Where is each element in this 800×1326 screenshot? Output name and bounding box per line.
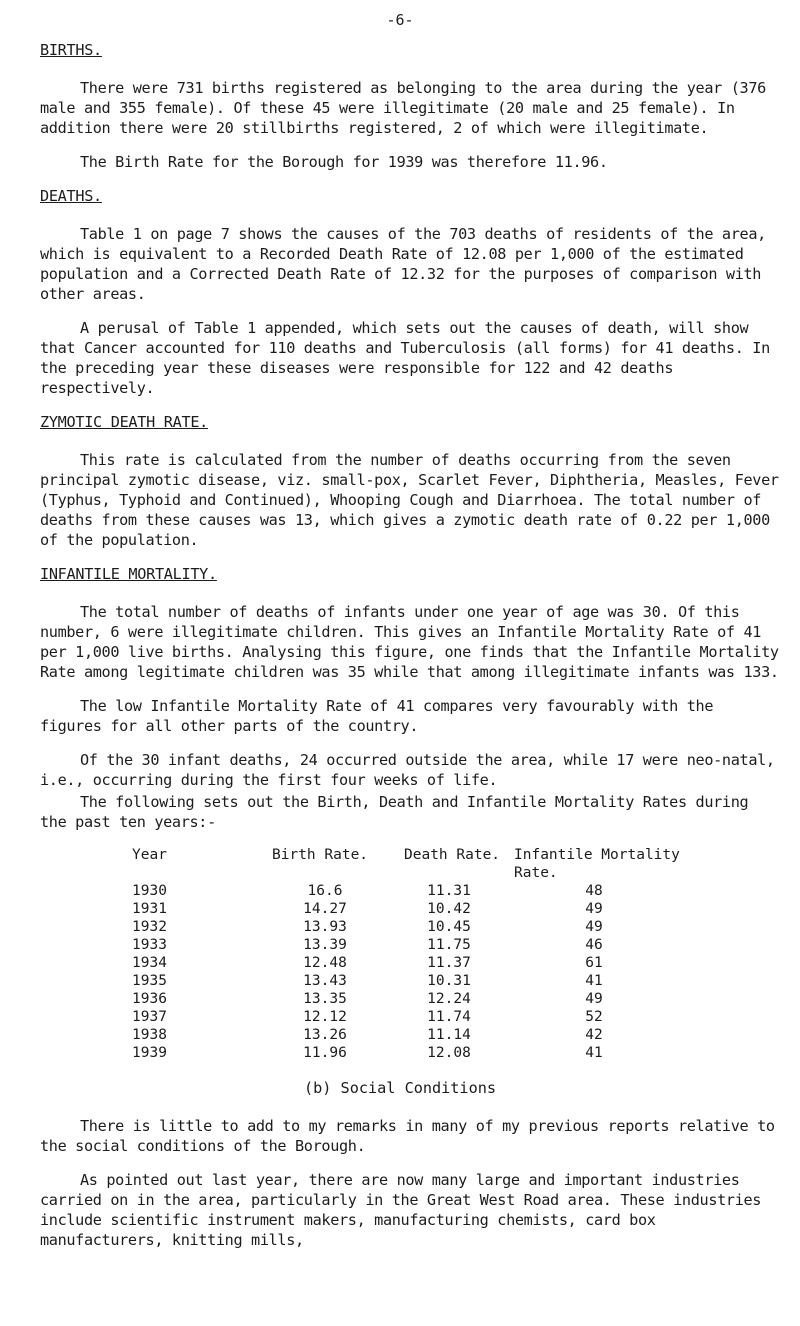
death-rate-cell: 12.24 — [427, 991, 471, 1007]
infantile-rate-cell: 49 — [585, 991, 603, 1007]
table-row — [132, 1008, 684, 1026]
year-cell: 1931 — [132, 901, 167, 917]
death-rate-cell: 10.31 — [427, 973, 471, 989]
death-rate-cell: 11.37 — [427, 955, 471, 971]
year-cell: 1937 — [132, 1009, 167, 1025]
deaths-paragraph-2: A perusal of Table 1 appended, which sets out the causes of death, will show that Cancer accounted for 110 deaths and Tuberculosis (all forms) for 41 deaths. In the preceding year these diseases were responsible for 122 and 42 deaths respectively. — [40, 319, 770, 397]
infantile-rate-cell: 42 — [585, 1027, 603, 1043]
deaths-paragraph-1: Table 1 on page 7 shows the causes of the 703 deaths of residents of the area, which is equivalent to a Recorded Death Rate of 12.08 per 1,000 of the estimated population and a Corrected Death Rate of 12.32 for the purposes of comparison with other areas. — [40, 225, 766, 303]
infantile-paragraph-4: The following sets out the Birth, Death and Infantile Mortality Rates during the past ten years:- — [40, 793, 749, 831]
year-cell: 1936 — [132, 991, 167, 1007]
page-number: -6- — [386, 11, 414, 29]
death-rate-cell: 10.42 — [427, 901, 471, 917]
infantile-paragraph-3: Of the 30 infant deaths, 24 occurred outside the area, while 17 were neo-natal, i.e., occurring during the first four weeks of life. — [40, 751, 775, 789]
infantile-rate-cell: 49 — [585, 919, 603, 935]
births-paragraph-2: The Birth Rate for the Borough for 1939 was therefore 11.96. — [80, 153, 608, 171]
infantile-rate-cell: 46 — [585, 937, 603, 953]
birth-rate-cell: 12.12 — [303, 1009, 347, 1025]
death-rate-cell: 12.08 — [427, 1045, 471, 1061]
social-paragraph-1: There is little to add to my remarks in many of my previous reports relative to the social conditions of the Borough. — [40, 1117, 775, 1155]
infantile-rate-cell: 49 — [585, 901, 603, 917]
birth-rate-cell: 12.48 — [303, 955, 347, 971]
birth-rate-cell: 13.93 — [303, 919, 347, 935]
table-row — [132, 918, 684, 936]
header-year: Year — [132, 847, 167, 863]
birth-rate-cell: 11.96 — [303, 1045, 347, 1061]
zymotic-paragraph-1: This rate is calculated from the number of deaths occurring from the seven principal zymotic disease, viz. small-pox, Scarlet Fever, Diphtheria, Measles, Fever (Typhus, Typhoid and Continued), Whooping Cough and Diarrhoea. The total number of deaths from these causes was 13, which gives a zymotic death rate of 0.22 per 1,000 of the population. — [40, 451, 779, 549]
table-row — [132, 882, 684, 900]
death-rate-cell: 11.75 — [427, 937, 471, 953]
birth-rate-cell: 13.43 — [303, 973, 347, 989]
table-row — [132, 990, 684, 1008]
rates-table-header-row — [132, 846, 684, 882]
social-paragraph-2: As pointed out last year, there are now many large and important industries carried on in the area, particularly in the Great West Road area. These industries include scientific instrument makers, manufacturing chemists, card box manufacturers, knitting mills, — [40, 1171, 762, 1249]
birth-rate-cell: 13.39 — [303, 937, 347, 953]
birth-rate-cell: 16.6 — [307, 883, 343, 899]
birth-rate-cell: 13.35 — [303, 991, 347, 1007]
header-death-rate: Death Rate. — [404, 847, 501, 863]
document-page — [40, 10, 780, 1264]
table-row — [132, 954, 684, 972]
deaths-heading: DEATHS. — [40, 187, 102, 205]
death-rate-cell: 11.14 — [427, 1027, 471, 1043]
year-cell: 1938 — [132, 1027, 167, 1043]
infantile-paragraph-1: The total number of deaths of infants under one year of age was 30. Of this number, 6 were illegitimate children. This gives an Infantile Mortality Rate of 41 per 1,000 live births. Analysing this figure, one finds that the Infantile Mortality Rate among legitimate children was 35 while that among illegitimate infants was 133. — [40, 603, 779, 681]
zymotic-heading: ZYMOTIC DEATH RATE. — [40, 413, 209, 431]
year-cell: 1930 — [132, 883, 167, 899]
table-row — [132, 936, 684, 954]
births-heading: BIRTHS. — [40, 41, 102, 59]
death-rate-cell: 10.45 — [427, 919, 471, 935]
year-cell: 1939 — [132, 1045, 167, 1061]
birth-rate-cell: 14.27 — [303, 901, 347, 917]
death-rate-cell: 11.74 — [427, 1009, 471, 1025]
header-birth-rate: Birth Rate. — [272, 847, 369, 863]
table-row — [132, 1044, 684, 1062]
infantile-rate-cell: 48 — [585, 883, 603, 899]
infantile-paragraph-2: The low Infantile Mortality Rate of 41 compares very favourably with the figures for all other parts of the country. — [40, 697, 714, 735]
infantile-rate-cell: 41 — [585, 973, 603, 989]
table-row — [132, 900, 684, 918]
table-row — [132, 972, 684, 990]
births-paragraph-1: There were 731 births registered as belonging to the area during the year (376 male and 355 female). Of these 45 were illegitimate (20 male and 25 female). In addition there were 20 stillbirths registered, 2 of which were illegitimate. — [40, 79, 766, 137]
infantile-rate-cell: 41 — [585, 1045, 603, 1061]
infantile-rate-cell: 61 — [585, 955, 603, 971]
table-row — [132, 1026, 684, 1044]
header-infantile-mortality-rate: Infantile Mortality Rate. — [514, 847, 680, 881]
year-cell: 1935 — [132, 973, 167, 989]
year-cell: 1934 — [132, 955, 167, 971]
year-cell: 1932 — [132, 919, 167, 935]
rates-table — [132, 846, 684, 1062]
year-cell: 1933 — [132, 937, 167, 953]
infantile-rate-cell: 52 — [585, 1009, 603, 1025]
death-rate-cell: 11.31 — [427, 883, 471, 899]
social-conditions-heading: (b) Social Conditions — [303, 1079, 497, 1097]
birth-rate-cell: 13.26 — [303, 1027, 347, 1043]
infantile-heading: INFANTILE MORTALITY. — [40, 565, 217, 583]
